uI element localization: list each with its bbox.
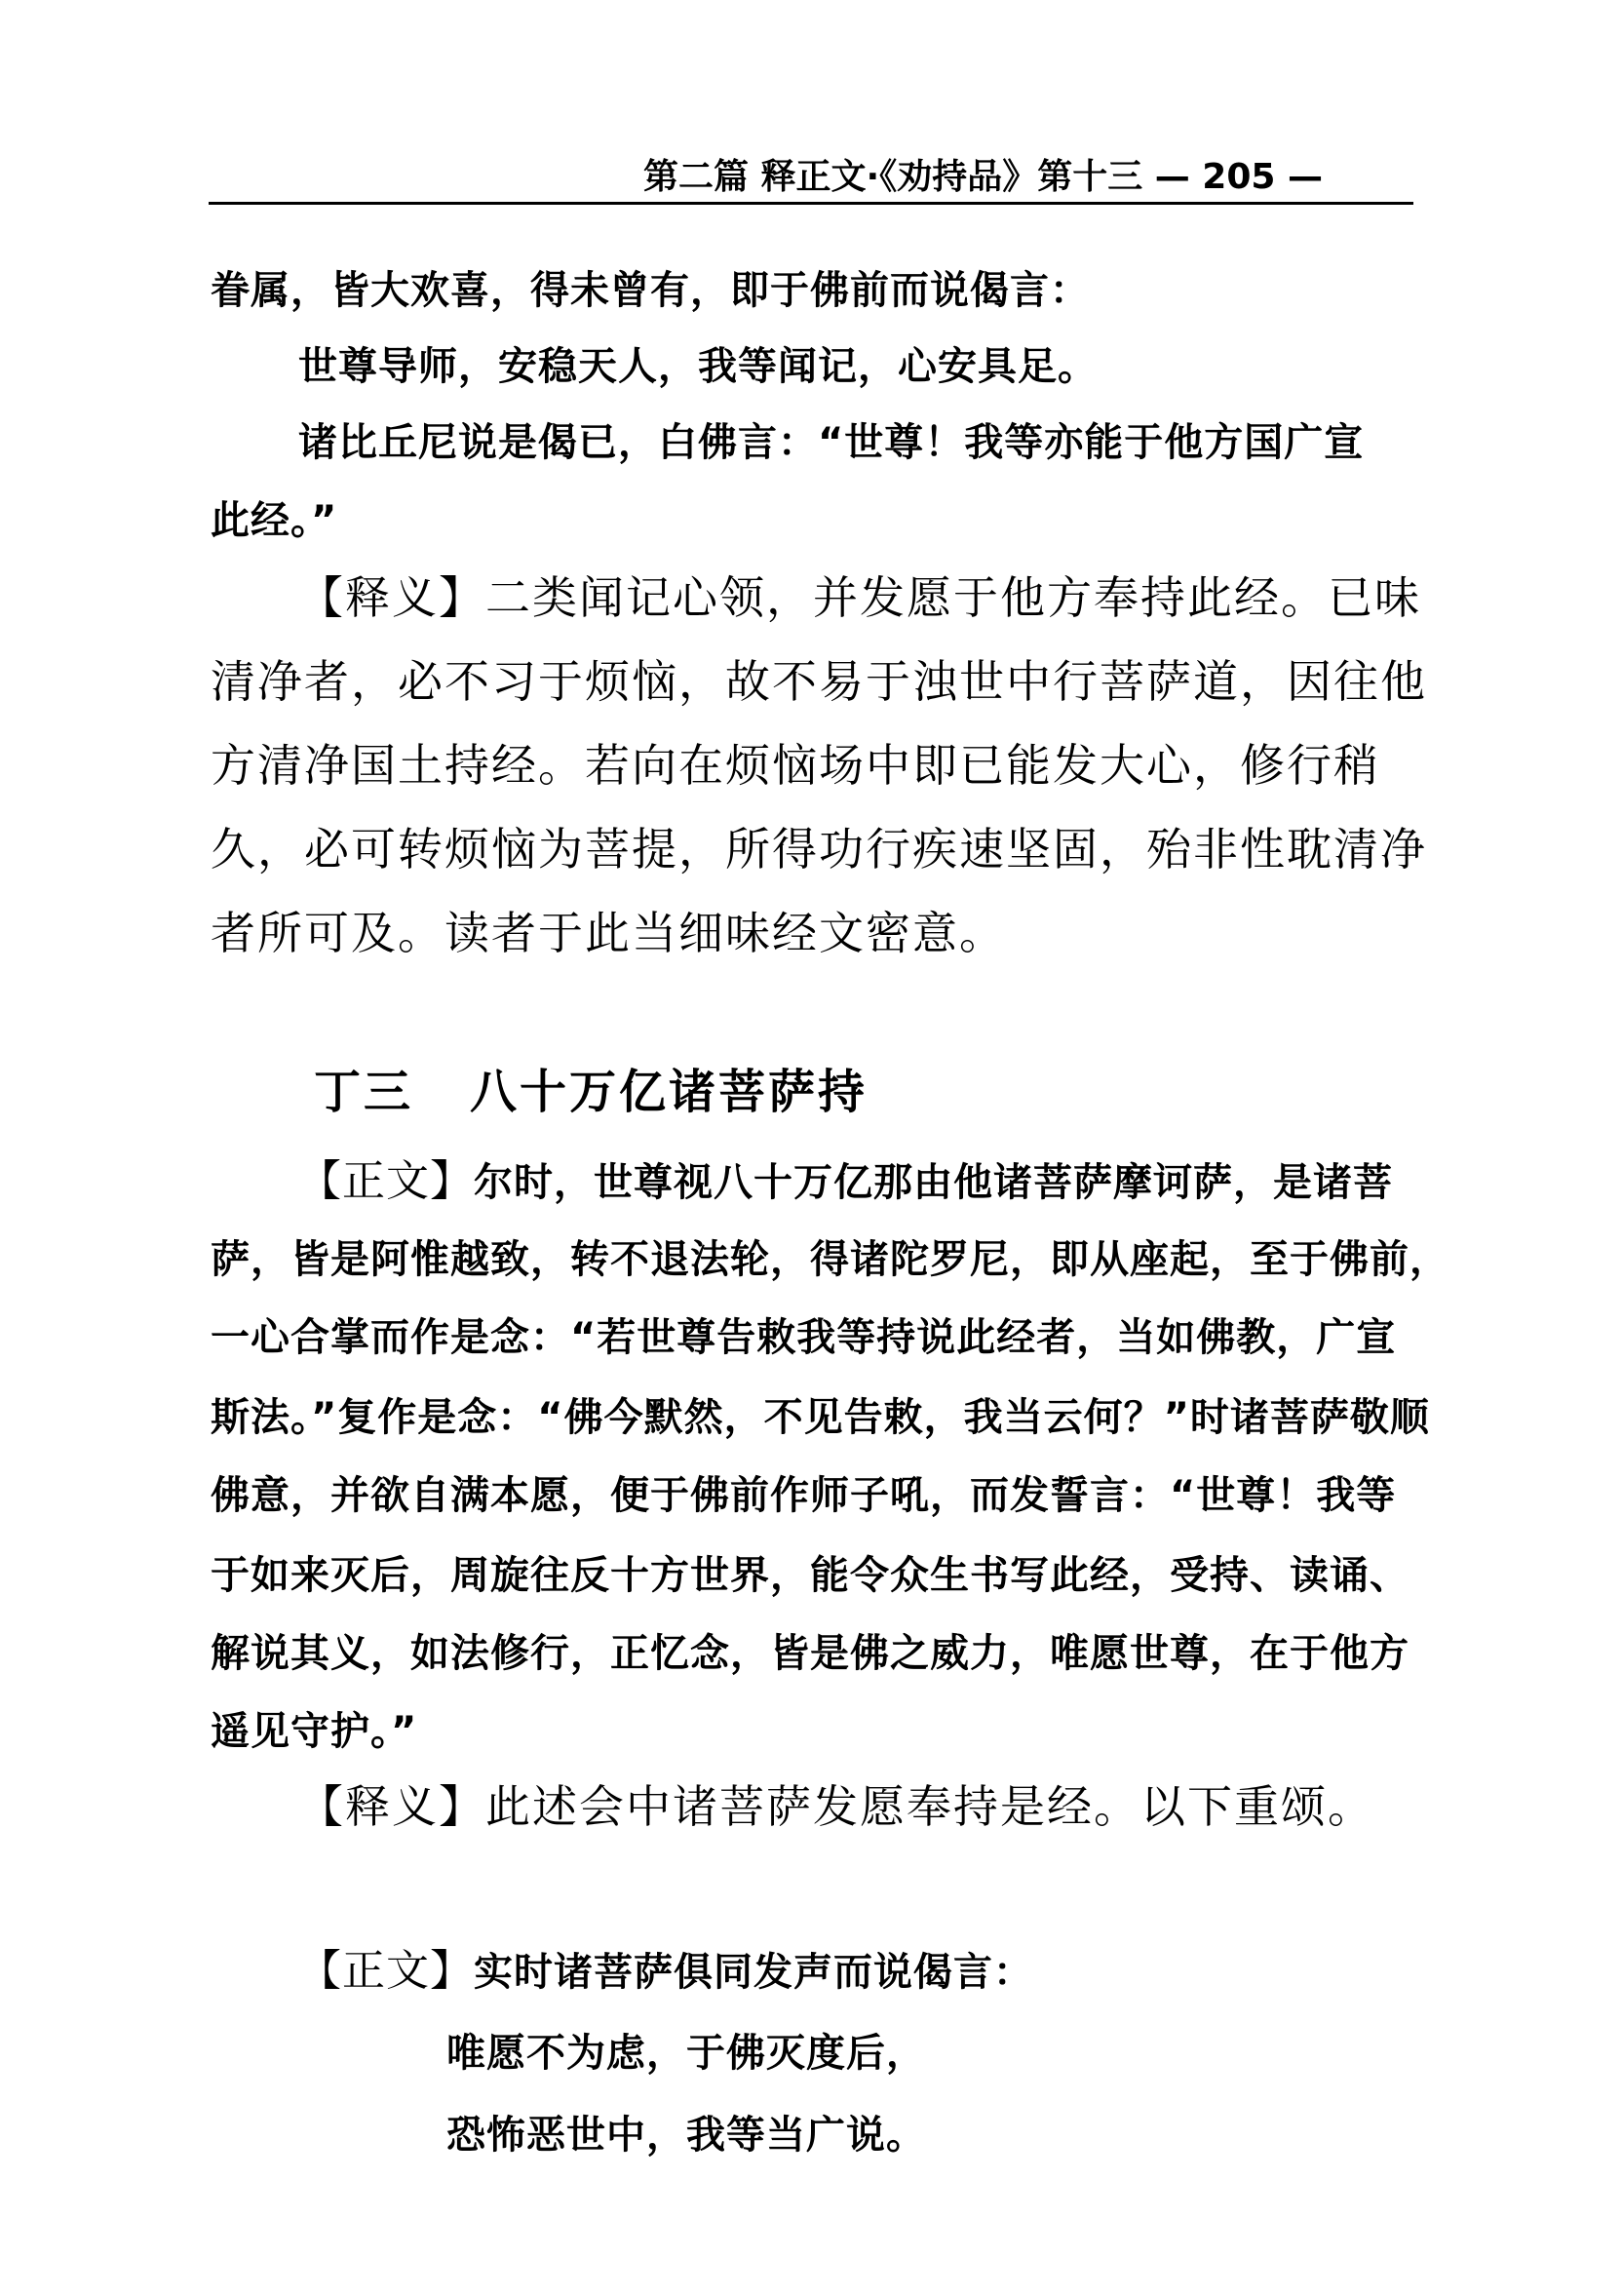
explanation-line: 方清净国土持经。若向在烦恼场中即已能发大心，修行稍 xyxy=(211,739,1380,792)
verse-line: 世尊导师，安稳天人，我等闻记，心安具足。 xyxy=(298,344,1098,389)
text-line: 于如来灭后，周旋往反十方世界，能令众生书写此经，受持、读诵、 xyxy=(211,1553,1410,1598)
explanation-line: 者所可及。读者于此当细味经文密意。 xyxy=(211,907,1006,959)
running-header: 第二篇 释正文·《劝持品》第十三 — 205 — xyxy=(643,157,1323,197)
section-heading xyxy=(314,1065,869,1119)
explanation-text: 二类闻记心领，并发愿于他方奉持此经。已味 xyxy=(485,571,1421,624)
header-rule xyxy=(209,202,1413,205)
text-line: 诸比丘尼说是偈已，白佛言：“世尊！我等亦能于他方国广宣 xyxy=(298,420,1365,465)
text-line: 此经。” xyxy=(211,498,338,543)
explanation-line xyxy=(298,1780,1374,1833)
text-line: 眷属，皆大欢喜，得未曾有，即于佛前而说偈言： xyxy=(211,268,1090,313)
explanation-line xyxy=(298,571,1421,624)
main-text-tag: 【正文】 xyxy=(298,1156,474,1206)
explanation-tag: 【释义】 xyxy=(298,571,485,624)
verse-line: 唯愿不为虑，于佛灭度后， xyxy=(446,2031,926,2076)
text-line xyxy=(298,1946,1033,1996)
text-line: 萨，皆是阿惟越致，转不退法轮，得诸陀罗尼，即从座起，至于佛前， xyxy=(211,1237,1449,1282)
explanation-line: 久，必可转烦恼为菩提，所得功行疾速坚固，殆非性耽清净 xyxy=(211,823,1427,876)
text-line: 解说其义，如法修行，正忆念，皆是佛之威力，唯愿世尊，在于他方 xyxy=(211,1631,1410,1676)
main-text: 实时诸菩萨俱同发声而说偈言： xyxy=(474,1950,1033,1995)
explanation-tag: 【释义】 xyxy=(298,1780,485,1833)
section-number: 丁三 xyxy=(314,1065,414,1119)
text-line: 一心合掌而作是念：“若世尊告敕我等持说此经者，当如佛教，广宣 xyxy=(211,1315,1397,1360)
text-line: 佛意，并欲自满本愿，便于佛前作师子吼，而发誓言：“世尊！我等 xyxy=(211,1473,1397,1518)
main-text-tag: 【正文】 xyxy=(298,1946,474,1996)
main-text: 尔时，世尊视八十万亿那由他诸菩萨摩诃萨，是诸菩 xyxy=(474,1160,1393,1205)
section-title: 八十万亿诸菩萨持 xyxy=(470,1065,869,1119)
verse-line: 恐怖恶世中，我等当广说。 xyxy=(446,2113,926,2158)
explanation-line: 清净者，必不习于烦恼，故不易于浊世中行菩萨道，因往他 xyxy=(211,655,1427,708)
text-line xyxy=(298,1156,1393,1206)
explanation-text: 此述会中诸菩萨发愿奉持是经。以下重颂。 xyxy=(485,1780,1374,1833)
text-line: 遥见守护。” xyxy=(211,1709,418,1754)
text-line: 斯法。”复作是念：“佛今默然，不见告敕，我当云何？”时诸菩萨敬顺 xyxy=(211,1395,1430,1440)
